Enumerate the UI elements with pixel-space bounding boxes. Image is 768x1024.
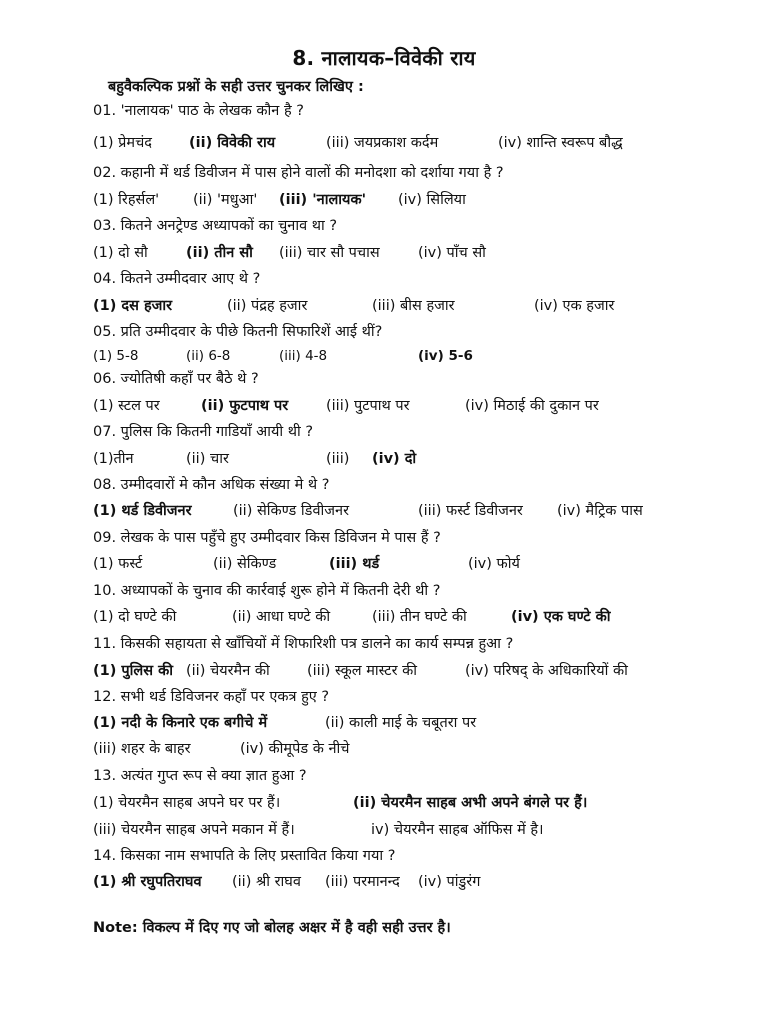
option: (ii) काली माई के चबूतरा पर xyxy=(325,715,477,731)
option: (iii) बीस हजार xyxy=(372,298,455,314)
option-correct: (1) नदी के किनारे एक बगीचे में xyxy=(93,715,268,731)
options-12a xyxy=(93,713,693,733)
options-1 xyxy=(93,133,693,153)
option: (ii) श्री राघव xyxy=(232,874,301,890)
option: (iv) पांडुरंग xyxy=(418,874,481,890)
option-correct: (1) थर्ड डिवीजनर xyxy=(93,503,192,519)
answer-note: Note: विकल्प में दिए गए जो बोलह अक्षर में है वही सही उत्तर है। xyxy=(93,920,451,936)
option: (iv) पाँच सौ xyxy=(418,245,486,261)
options-11 xyxy=(93,661,693,681)
option: (ii) सेकिण्ड डिवीजनर xyxy=(233,503,349,519)
options-12b xyxy=(93,739,693,759)
option-correct: (1) पुलिस की xyxy=(93,663,173,679)
question-10: 10. अध्यापकों के चुनाव की कार्रवाई शुरू होने में कितनी देरी थी ? xyxy=(93,583,441,599)
question-1: 01. 'नालायक' पाठ के लेखक कौन है ? xyxy=(93,103,304,119)
option: (ii) पंद्रह हजार xyxy=(227,298,308,314)
option: (1) प्रेमचंद xyxy=(93,135,152,151)
option-correct: (1) श्री रघुपतिराघव xyxy=(93,874,202,890)
option: (1) फर्स्ट xyxy=(93,556,143,572)
option-correct: (iv) एक घण्टे की xyxy=(511,609,611,625)
option: (ii) 'मधुआ' xyxy=(193,192,258,208)
option: (iii) पुटपाथ पर xyxy=(326,398,410,414)
options-7 xyxy=(93,449,693,469)
option: (iv) फोर्य xyxy=(468,556,520,572)
option: (iv) मैट्रिक पास xyxy=(557,503,643,519)
option: (iv) सिलिया xyxy=(398,192,466,208)
option: (ii) चार xyxy=(186,451,229,467)
option: iv) चेयरमैन साहब ऑफिस में है। xyxy=(371,822,544,838)
option: (iii) xyxy=(326,451,350,467)
option: (iv) एक हजार xyxy=(534,298,615,314)
option: (iii) परमानन्द xyxy=(325,874,400,890)
option: (iii) फर्स्ट डिवीजनर xyxy=(418,503,523,519)
question-12: 12. सभी थर्ड डिविजनर कहाँ पर एकत्र हुए ? xyxy=(93,689,330,705)
option-correct: (ii) चेयरमैन साहब अभी अपने बंगले पर हैं। xyxy=(353,795,588,811)
option: (1) दो घण्टे की xyxy=(93,609,177,625)
question-13: 13. अत्यंत गुप्त रूप से क्या ज्ञात हुआ ? xyxy=(93,768,307,784)
option-correct: (iv) दो xyxy=(372,451,417,467)
question-4: 04. कितने उम्मीदवार आए थे ? xyxy=(93,271,261,287)
option: (iv) शान्ति स्वरूप बौद्ध xyxy=(498,135,623,151)
option: (iii) जयप्रकाश कर्दम xyxy=(326,135,439,151)
options-10 xyxy=(93,607,693,627)
options-6 xyxy=(93,396,693,416)
option: (ii) चेयरमैन की xyxy=(186,663,270,679)
question-9: 09. लेखक के पास पहुँचे हुए उम्मीदवार किस डिविजन मे पास हैं ? xyxy=(93,530,441,546)
question-5: 05. प्रति उम्मीदवार के पीछे कितनी सिफारिशें आई थीं? xyxy=(93,324,383,340)
options-9 xyxy=(93,554,693,574)
question-6: 06. ज्योतिषी कहाँ पर बैठे थे ? xyxy=(93,371,259,387)
options-5 xyxy=(93,346,693,366)
option-correct: (iv) 5-6 xyxy=(418,348,473,364)
option: (iii) शहर के बाहर xyxy=(93,741,191,757)
options-13b xyxy=(93,820,693,840)
options-8 xyxy=(93,501,693,521)
option-correct: (iii) 'नालायक' xyxy=(279,192,367,208)
question-14: 14. किसका नाम सभापति के लिए प्रस्तावित किया गया ? xyxy=(93,848,396,864)
option: (1) चेयरमैन साहब अपने घर पर हैं। xyxy=(93,795,281,811)
options-2 xyxy=(93,190,693,210)
option: (1) स्टल पर xyxy=(93,398,160,414)
option-correct: (ii) विवेकी राय xyxy=(189,135,276,151)
question-7: 07. पुलिस कि कितनी गाडियाँ आयी थी ? xyxy=(93,424,314,440)
option: (iii) 4-8 xyxy=(279,348,328,364)
option: (iii) स्कूल मास्टर की xyxy=(307,663,418,679)
options-3 xyxy=(93,243,693,263)
option: (1) दो सौ xyxy=(93,245,148,261)
question-8: 08. उम्मीदवारों मे कौन अधिक संख्या मे थे ? xyxy=(93,477,330,493)
option: (iv) परिषद् के अधिकारियों की xyxy=(465,663,628,679)
option-correct: (ii) फुटपाथ पर xyxy=(201,398,289,414)
option: (1) 5-8 xyxy=(93,348,139,364)
instruction: बहुवैकल्पिक प्रश्नों के सही उत्तर चुनकर लिखिए : xyxy=(108,79,364,95)
option: (iii) तीन घण्टे की xyxy=(372,609,467,625)
option: (1)तीन xyxy=(93,451,134,467)
options-4 xyxy=(93,296,693,316)
option: (iii) चेयरमैन साहब अपने मकान में हैं। xyxy=(93,822,295,838)
option: (iii) चार सौ पचास xyxy=(279,245,380,261)
page-title: 8. नालायक–विवेकी राय xyxy=(292,46,476,70)
question-11: 11. किसकी सहायता से खाँचियों में शिफारिशी पत्र डालने का कार्य सम्पन्न हुआ ? xyxy=(93,636,514,652)
option: (iv) कीमूपेड के नीचे xyxy=(240,741,350,757)
option: (iv) मिठाई की दुकान पर xyxy=(465,398,599,414)
option-correct: (iii) थर्ड xyxy=(329,556,380,572)
option: (ii) सेकिण्ड xyxy=(213,556,277,572)
options-14 xyxy=(93,872,693,892)
option: (1) रिहर्सल' xyxy=(93,192,160,208)
question-3: 03. कितने अनट्रेण्ड अध्यापकों का चुनाव था ? xyxy=(93,218,338,234)
question-2: 02. कहानी में थर्ड डिवीजन में पास होने वालों की मनोदशा को दर्शाया गया है ? xyxy=(93,165,504,181)
option-correct: (1) दस हजार xyxy=(93,298,173,314)
options-13a xyxy=(93,793,693,813)
option-correct: (ii) तीन सौ xyxy=(186,245,253,261)
option: (ii) 6-8 xyxy=(186,348,231,364)
option: (ii) आधा घण्टे की xyxy=(232,609,331,625)
